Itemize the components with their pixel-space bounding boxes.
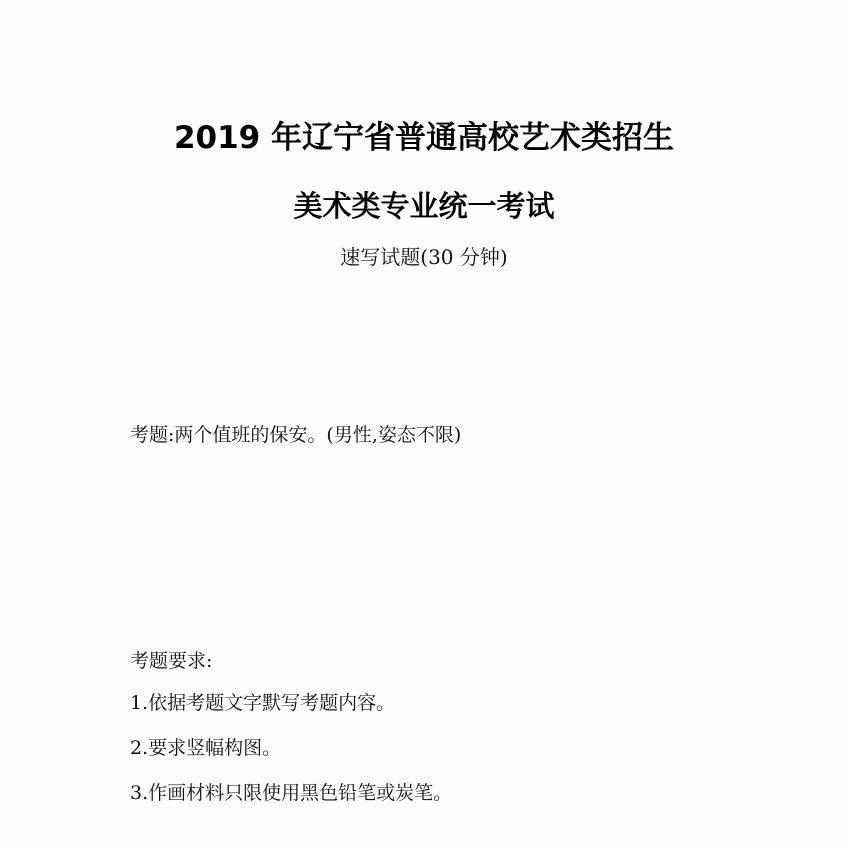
exam-subtitle: 速写试题(30 分钟) [340,245,508,269]
question-text: 考题:两个值班的保安。(男性,姿态不限) [130,424,462,446]
requirement-item: 2.要求竖幅构图。 [130,737,282,759]
requirement-item: 1.依据考题文字默写考题内容。 [130,692,396,714]
requirements-heading: 考题要求: [130,650,213,672]
exam-title-line2: 美术类专业统一考试 [293,189,555,223]
exam-title-line1: 2019 年辽宁省普通高校艺术类招生 [173,120,675,156]
requirement-item: 3.作画材料只限使用黑色铅笔或炭笔。 [130,782,453,804]
